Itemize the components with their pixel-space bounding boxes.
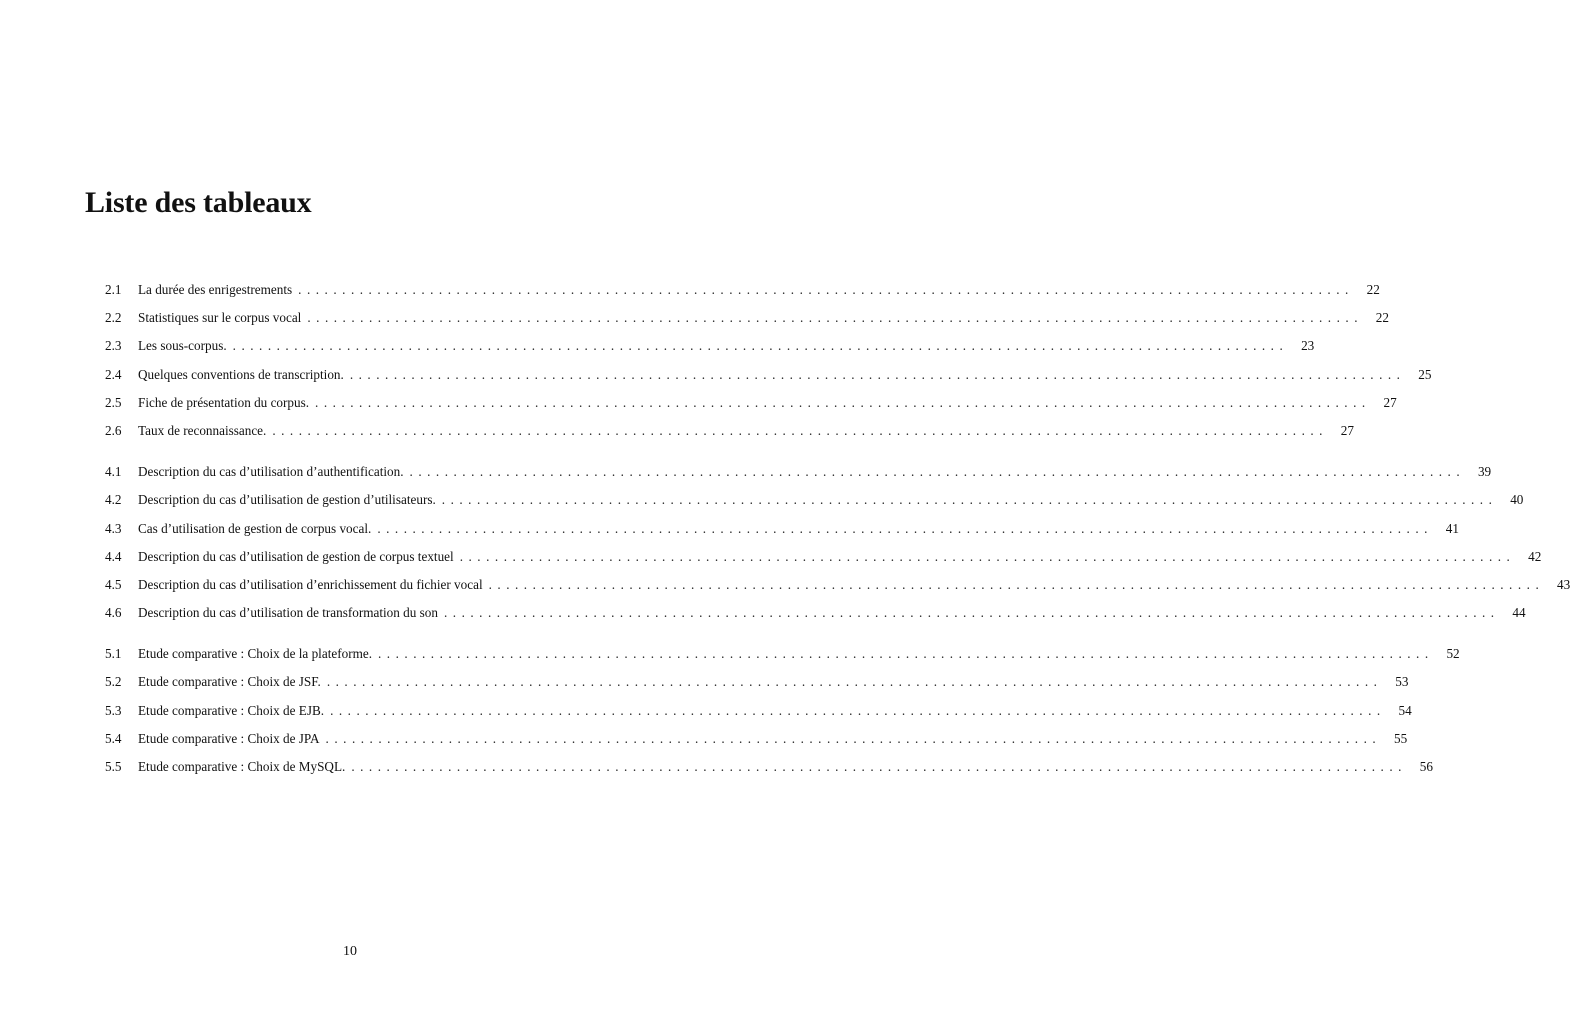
toc-entry[interactable] — [105, 462, 1492, 490]
toc-entry-page: 55 — [1393, 730, 1408, 746]
toc-entry-label: Les sous-corpus. — [138, 336, 231, 356]
toc-entry-page: 40 — [1510, 492, 1524, 508]
toc-entry-label: Etude comparative : Choix de la plateforme. — [138, 644, 376, 664]
toc-entry-label: Description du cas d’utilisation de transformation du son — [138, 603, 442, 623]
toc-entry[interactable] — [105, 729, 1408, 757]
toc-entry-number: 5.3 — [105, 702, 122, 718]
toc-entry[interactable] — [105, 644, 1460, 672]
toc-entry-number: 2.5 — [105, 394, 122, 410]
toc-entry-page: 53 — [1395, 674, 1409, 690]
toc-entry-page: 27 — [1383, 394, 1397, 410]
toc-group — [105, 644, 1460, 785]
dot-leader: ........................................................................................................................ — [349, 366, 1406, 382]
toc-entry-label: Etude comparative : Choix de JPA — [138, 729, 324, 749]
toc-entry-page: 23 — [1301, 338, 1315, 354]
toc-entry-number: 4.4 — [105, 548, 122, 564]
toc-entry-number: 2.1 — [105, 282, 122, 297]
toc-entry-label: Description du cas d’utilisation de gestion de corpus textuel — [138, 547, 458, 567]
toc-entry-label: Etude comparative : Choix de MySQL. — [138, 757, 349, 777]
toc-entry[interactable] — [105, 393, 1397, 421]
list-of-tables — [105, 280, 1570, 785]
toc-entry-label: Description du cas d’utilisation d’enrichissement du fichier vocal — [138, 575, 487, 595]
toc-entry-number: 4.2 — [105, 492, 122, 508]
page-title: Liste des tableaux — [85, 186, 312, 219]
page-number: 10 — [343, 944, 357, 959]
toc-entry-number: 4.3 — [105, 520, 122, 536]
toc-entry-page: 54 — [1398, 702, 1412, 718]
dot-leader: ........................................................................................................................ — [330, 702, 1386, 718]
toc-entry-number: 5.4 — [105, 730, 122, 746]
toc-entry[interactable] — [105, 365, 1432, 393]
toc-entry-label: Description du cas d’utilisation d’authentification. — [138, 462, 408, 482]
toc-entry-number: 4.5 — [105, 576, 122, 592]
toc-group — [105, 280, 1432, 449]
toc-entry-page: 22 — [1366, 282, 1380, 297]
toc-entry[interactable] — [105, 519, 1459, 547]
toc-entry-label: Statistiques sur le corpus vocal — [138, 308, 305, 328]
toc-entry-number: 5.2 — [105, 674, 122, 690]
dot-leader: ........................................................................................................................ — [351, 759, 1407, 774]
dot-leader: ........................................................................................................................ — [488, 576, 1545, 592]
toc-entry-number: 2.6 — [105, 422, 122, 438]
dot-leader: ........................................................................................................................ — [441, 492, 1498, 508]
toc-entry-label: Cas d’utilisation de gestion de corpus vocal. — [138, 519, 375, 539]
toc-entry-label: Fiche de présentation du corpus. — [138, 393, 313, 413]
toc-entry-page: 39 — [1477, 464, 1492, 480]
dot-leader: ........................................................................................................................ — [307, 310, 1363, 326]
toc-entry-label: La durée des enrigestrements — [138, 280, 296, 300]
dot-leader: ........................................................................................................................ — [325, 730, 1382, 746]
toc-entry-label: Etude comparative : Choix de EJB. — [138, 701, 328, 721]
dot-leader: ........................................................................................................................ — [378, 646, 1434, 662]
toc-entry[interactable] — [105, 336, 1315, 364]
dot-leader: ........................................................................................................................ — [232, 338, 1289, 354]
toc-entry-label: Description du cas d’utilisation de gestion d’utilisateurs. — [138, 490, 440, 510]
toc-entry-page: 52 — [1446, 646, 1460, 662]
toc-entry-page: 43 — [1557, 576, 1570, 592]
toc-entry-number: 2.2 — [105, 310, 122, 326]
toc-entry[interactable] — [105, 672, 1409, 700]
toc-entry[interactable] — [105, 701, 1412, 729]
toc-entry-page: 44 — [1512, 605, 1526, 621]
toc-entry-number: 5.1 — [105, 646, 122, 662]
toc-entry[interactable] — [105, 547, 1542, 575]
toc-entry-page: 56 — [1419, 759, 1433, 774]
dot-leader: ........................................................................................................................ — [315, 394, 1371, 410]
toc-entry-page: 27 — [1340, 422, 1354, 438]
toc-entry-page: 41 — [1445, 520, 1459, 536]
toc-group — [105, 462, 1570, 631]
dot-leader: ........................................................................................................................ — [409, 464, 1466, 480]
toc-entry-number: 2.3 — [105, 338, 122, 354]
toc-entry[interactable] — [105, 575, 1570, 603]
toc-entry-label: Taux de reconnaissance. — [138, 421, 270, 441]
dot-leader: ........................................................................................................................ — [443, 605, 1500, 621]
toc-entry-number: 4.6 — [105, 605, 122, 621]
dot-leader: ........................................................................................................................ — [377, 520, 1433, 536]
toc-entry[interactable] — [105, 421, 1354, 449]
dot-leader: ........................................................................................................................ — [326, 674, 1383, 690]
toc-entry-number: 5.5 — [105, 759, 122, 774]
toc-entry-number: 4.1 — [105, 464, 122, 480]
dot-leader: ........................................................................................................................ — [272, 422, 1328, 438]
toc-entry[interactable] — [105, 757, 1433, 785]
toc-entry-page: 25 — [1418, 366, 1432, 382]
toc-entry[interactable] — [105, 603, 1526, 631]
dot-leader: ........................................................................................................................ — [459, 548, 1516, 564]
toc-entry-number: 2.4 — [105, 366, 122, 382]
toc-entry-label: Etude comparative : Choix de JSF. — [138, 672, 325, 692]
toc-entry[interactable] — [105, 308, 1389, 336]
toc-entry[interactable] — [105, 280, 1380, 308]
toc-entry-label: Quelques conventions de transcription. — [138, 365, 348, 385]
toc-entry-page: 42 — [1528, 548, 1542, 564]
dot-leader: ........................................................................................................................ — [298, 282, 1354, 297]
toc-entry-page: 22 — [1375, 310, 1389, 326]
toc-entry[interactable] — [105, 490, 1524, 518]
